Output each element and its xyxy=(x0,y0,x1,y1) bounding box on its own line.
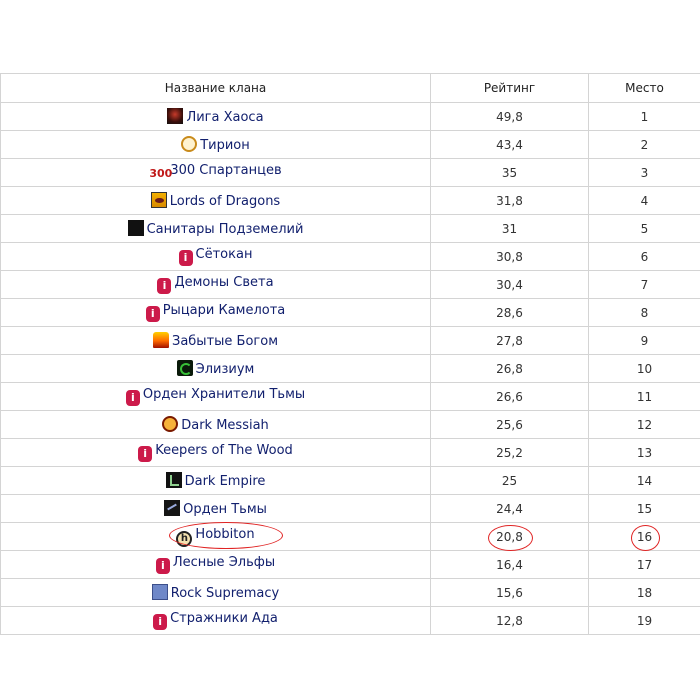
rating-cell: 31 xyxy=(431,215,589,243)
clan-rating-table xyxy=(0,73,700,635)
table-row xyxy=(1,243,700,271)
info-icon: i xyxy=(146,306,160,322)
place-cell: 3 xyxy=(589,159,700,187)
clan-name-cell xyxy=(1,383,431,411)
place-cell: 14 xyxy=(589,467,700,495)
table-row xyxy=(1,523,700,551)
clan-name-link[interactable]: Keepers of The Wood xyxy=(155,443,293,458)
table-row xyxy=(1,103,700,131)
info-icon: i xyxy=(156,558,170,574)
clan-name-link[interactable]: Орден Тьмы xyxy=(183,502,267,517)
table-row xyxy=(1,467,700,495)
rating-cell: 16,4 xyxy=(431,551,589,579)
place-cell: 13 xyxy=(589,439,700,467)
table-row xyxy=(1,299,700,327)
place-cell: 9 xyxy=(589,327,700,355)
dark-empire-emblem-icon xyxy=(166,472,182,488)
rating-cell: 35 xyxy=(431,159,589,187)
column-header-name[interactable]: Название клана xyxy=(1,74,431,103)
clan-name-cell xyxy=(1,215,431,243)
table-row xyxy=(1,355,700,383)
clan-name-link[interactable]: Элизиум xyxy=(195,362,255,377)
table-row xyxy=(1,607,700,635)
clan-name-cell xyxy=(1,551,431,579)
clan-name-cell xyxy=(1,131,431,159)
clan-name-link[interactable]: Dark Empire xyxy=(184,474,266,489)
clan-name-cell xyxy=(1,159,431,187)
rating-cell: 49,8 xyxy=(431,103,589,131)
clan-name-link[interactable]: 300 Спартанцев xyxy=(170,163,282,178)
rating-cell: 26,8 xyxy=(431,355,589,383)
place-cell: 7 xyxy=(589,271,700,299)
rating-cell: 24,4 xyxy=(431,495,589,523)
clan-name-link[interactable]: Rock Supremacy xyxy=(170,586,280,601)
place-cell: 11 xyxy=(589,383,700,411)
dungeon-emblem-icon xyxy=(128,220,144,236)
table-row xyxy=(1,383,700,411)
clan-name-cell xyxy=(1,327,431,355)
rating-cell: 25,6 xyxy=(431,411,589,439)
rating-cell: 20,8 xyxy=(431,523,589,551)
clan-name-link[interactable]: Сётокан xyxy=(195,247,253,262)
place-cell: 5 xyxy=(589,215,700,243)
place-cell: 19 xyxy=(589,607,700,635)
clan-name-link[interactable]: Lords of Dragons xyxy=(169,194,281,209)
info-icon: i xyxy=(126,390,140,406)
clan-name-cell xyxy=(1,439,431,467)
clan-name-cell xyxy=(1,243,431,271)
table-row xyxy=(1,159,700,187)
clan-name-cell xyxy=(1,187,431,215)
rating-cell: 27,8 xyxy=(431,327,589,355)
table-header-row xyxy=(1,74,700,103)
place-cell: 6 xyxy=(589,243,700,271)
place-cell: 8 xyxy=(589,299,700,327)
column-header-place[interactable]: Место xyxy=(589,74,700,103)
place-cell: 1 xyxy=(589,103,700,131)
info-icon: i xyxy=(157,278,171,294)
place-cell: 18 xyxy=(589,579,700,607)
clan-name-cell xyxy=(1,411,431,439)
table-row xyxy=(1,187,700,215)
fire-emblem-icon xyxy=(153,332,169,348)
rating-cell: 25,2 xyxy=(431,439,589,467)
table-row xyxy=(1,131,700,159)
clan-name-link[interactable]: Рыцари Камелота xyxy=(162,303,286,318)
table-row xyxy=(1,327,700,355)
rating-cell: 30,8 xyxy=(431,243,589,271)
clan-name-link[interactable]: Санитары Подземелий xyxy=(146,222,304,237)
clan-name-cell xyxy=(1,579,431,607)
table-row xyxy=(1,271,700,299)
clan-name-link[interactable]: Hobbiton xyxy=(195,526,255,542)
place-cell: 15 xyxy=(589,495,700,523)
elysium-emblem-icon xyxy=(177,360,193,376)
table-row xyxy=(1,551,700,579)
rating-cell: 26,6 xyxy=(431,383,589,411)
table-row xyxy=(1,495,700,523)
clan-name-cell xyxy=(1,103,431,131)
rating-cell: 12,8 xyxy=(431,607,589,635)
clan-name-cell xyxy=(1,523,431,551)
table-row xyxy=(1,215,700,243)
dragon-emblem-icon xyxy=(151,192,167,208)
rating-cell: 25 xyxy=(431,467,589,495)
clan-name-link[interactable]: Тирион xyxy=(200,138,250,153)
place-cell: 17 xyxy=(589,551,700,579)
table-row xyxy=(1,411,700,439)
place-cell: 2 xyxy=(589,131,700,159)
tirion-emblem-icon xyxy=(181,136,197,152)
place-cell: 4 xyxy=(589,187,700,215)
chaos-league-emblem-icon xyxy=(167,108,183,124)
info-icon: i xyxy=(179,250,193,266)
clan-name-link[interactable]: Стражники Ада xyxy=(170,611,278,626)
clan-name-cell xyxy=(1,355,431,383)
clan-name-link[interactable]: Орден Хранители Тьмы xyxy=(142,387,306,402)
clan-name-cell xyxy=(1,467,431,495)
place-cell: 16 xyxy=(589,523,700,551)
table-row xyxy=(1,579,700,607)
clan-name-cell xyxy=(1,271,431,299)
rating-cell: 28,6 xyxy=(431,299,589,327)
hobbit-emblem-icon: h xyxy=(176,531,192,547)
rating-cell: 43,4 xyxy=(431,131,589,159)
clan-name-link[interactable]: Демоны Света xyxy=(174,275,274,290)
clan-name-link[interactable]: Забытые Богом xyxy=(171,334,278,349)
clan-name-cell xyxy=(1,495,431,523)
info-icon: i xyxy=(138,446,152,462)
clan-name-cell xyxy=(1,607,431,635)
square-emblem-icon xyxy=(152,584,168,600)
clan-name-link[interactable]: Лига Хаоса xyxy=(186,110,264,125)
column-header-rating[interactable]: Рейтинг xyxy=(431,74,589,103)
place-cell: 12 xyxy=(589,411,700,439)
clan-name-cell xyxy=(1,299,431,327)
spartan-emblem-icon: 300 xyxy=(149,167,173,180)
pentagram-emblem-icon xyxy=(162,416,178,432)
info-icon: i xyxy=(153,614,167,630)
rating-cell: 30,4 xyxy=(431,271,589,299)
place-cell: 10 xyxy=(589,355,700,383)
clan-name-link[interactable]: Dark Messiah xyxy=(181,418,269,433)
table-row xyxy=(1,439,700,467)
rating-cell: 15,6 xyxy=(431,579,589,607)
dark-order-emblem-icon xyxy=(164,500,180,516)
rating-cell: 31,8 xyxy=(431,187,589,215)
clan-name-link[interactable]: Лесные Эльфы xyxy=(172,555,276,570)
